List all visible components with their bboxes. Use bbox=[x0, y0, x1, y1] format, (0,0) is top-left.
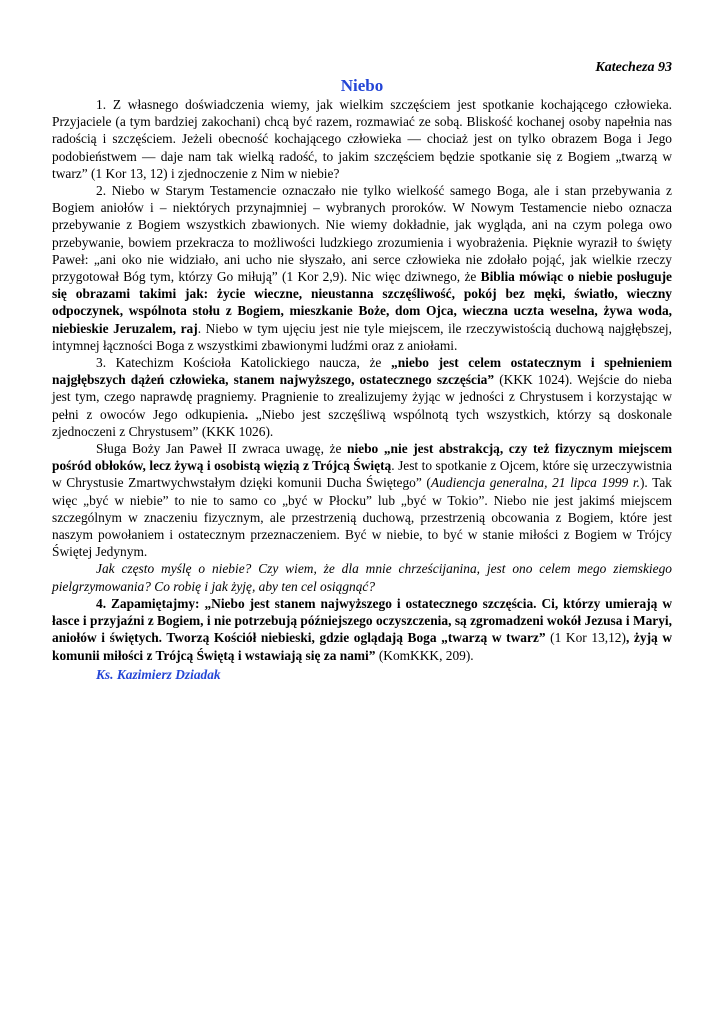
paragraph-3-text-a: 3. Katechizm Kościoła Katolickiego naucza, że bbox=[96, 355, 392, 371]
paragraph-3-text-c: „Niebo jest szczęśliwą wspólnotą tych wszystkich, którzy są doskonale zjednoczeni z Chrystusem” (KKK 1026). bbox=[52, 406, 672, 439]
paragraph-2-text-a: 2. Niebo w Starym Testamencie oznaczało nie tylko wielkość samego Boga, ale i stan przebywania z Bogiem aniołów i – niektórych przynajmniej – wybranych proroków. W Nowym Testamencie niebo oznacza przebywanie z Bogiem wszystkich zbawionych. Nie wiemy dokładnie, jak wygląda, ani na czym polega owo przebywanie, bowiem przekracza to możliwości ludzkiego zrozumienia i wyobrażenia. Pięknie wyraził to święty Paweł: „ani oko nie widziało, ani ucho nie słyszało, ani serce człowieka nie zdołało pojąć, jak wielkie rzeczy przygotował Bóg tym, którzy Go miłują” (1 Kor 2,9). Nic więc dziwnego, że bbox=[52, 183, 672, 285]
paragraph-3-bold-dot: . bbox=[244, 406, 249, 422]
paragraph-1 bbox=[52, 96, 672, 182]
article-body bbox=[52, 96, 672, 683]
paragraph-remember bbox=[52, 595, 672, 664]
paragraph-4-bold-quote: niebo „nie jest abstrakcją, czy też fizycznym miejscem pośród obłoków, lecz żywą i osobistą więzią z Trójcą Świętą bbox=[52, 441, 672, 474]
paragraph-2 bbox=[52, 182, 672, 354]
paragraph-2-bold: Biblia mówiąc o niebie posługuje się obrazami takimi jak: życie wieczne, nieustanna szczęśliwość, pokój bez męki, światło, wieczny odpoczynek, wspólnota stołu z Bogiem, mieszkanie Boże, dom Ojca, wieczna uczta weselna, żywa woda, niebieskie Jeruzalem, raj bbox=[52, 269, 672, 336]
remember-bold-b: , żyją w komunii miłości z Trójcą Świętą i wstawiają się za nami” bbox=[52, 630, 672, 663]
paragraph-4 bbox=[52, 440, 672, 560]
paragraph-3-text-b: (KKK 1024). Wejście do nieba jest tym, czego naprawdę pragniemy. Pragnienie to zrealizujemy żyjąc w jedności z Chrystusem i korzystając w pełni z owoców Jego odkupienia bbox=[52, 372, 672, 422]
remember-bold-a: 4. Zapamiętajmy: „Niebo jest stanem najwyższego i ostatecznego szczęścia. Ci, którzy umierają w łasce i przyjaźni z Bogiem, i nie potrzebują późniejszego oczyszczenia, są zgromadzeni wokół Jezusa i Maryi, aniołów i świętych. Tworzą Kościół niebieski, gdzie oglądają Boga „twarzą w twarz” bbox=[52, 595, 672, 646]
remember-ref-a: (1 Kor 13,12) bbox=[545, 630, 626, 646]
author-signature: Ks. Kazimierz Dziadak bbox=[96, 666, 221, 682]
reflection-questions-text: Jak często myślę o niebie? Czy wiem, że dla mnie chrześcijanina, jest ono celem mego ziemskiego pielgrzymowania? Co robię i jak żyję, aby ten cel osiągnąć? bbox=[52, 561, 672, 594]
remember-ref-b: (KomKKK, 209). bbox=[375, 647, 474, 663]
page-title: Niebo bbox=[340, 76, 384, 95]
paragraph-3 bbox=[52, 354, 672, 440]
paragraph-3-bold-quote: „niebo jest celem ostatecznym i spełnieniem najgłębszych dążeń człowieka, stanem najwyższego, ostatecznego szczęścia” bbox=[52, 355, 672, 388]
paragraph-4-citation: Audiencja generalna, 21 lipca 1999 r. bbox=[430, 475, 640, 491]
paragraph-4-text-b: . Jest to spotkanie z Ojcem, które się urzeczywistnia w Chrystusie Zmartwychwstałym dzięki komunii Ducha Świętego” ( bbox=[52, 458, 672, 491]
catechesis-number: Katecheza 93 bbox=[595, 60, 672, 75]
paragraph-4-text-c: ). Tak więc „być w niebie” to nie to samo co „być w Płocku” lub „być w Tokio”. Niebo nie jest jakimś miejscem szczególnym w znaczeniu fizycznym, ale przestrzenią duchową, przestrzenią obcowania z Bogiem, które jest naszym powołaniem i ostatecznym przeznaczeniem. Być w niebie, to być w stanie miłości z Bogiem w Trójcy Świętej Jedynym. bbox=[52, 475, 672, 560]
paragraph-1-text: 1. Z własnego doświadczenia wiemy, jak wielkim szczęściem jest spotkanie kochającego człowieka. Przyjaciele (a tym bardziej zakochani) chcą być razem, rozmawiać ze sobą. Bliskość kochanej osoby napełnia nas radością i szczęściem. Jeżeli obecność kochającego człowieka — chociaż jest on tylko obrazem Boga i Jego podobieństwem — daje nam tak wielką radość, to jakim szczęściem będzie spotkanie się z Bogiem „twarzą w twarz” (1 Kor 13, 12) i zjednoczenie z Nim w niebie? bbox=[52, 97, 672, 181]
reflection-questions bbox=[52, 560, 672, 594]
paragraph-2-text-b: . Niebo w tym ujęciu jest nie tyle miejscem, ile rzeczywistością duchową najgłębszej, intymnej łączności Boga z wszystkimi zbawionymi ludźmi oraz z aniołami. bbox=[52, 320, 672, 353]
paragraph-4-text-a: Sługa Boży Jan Paweł II zwraca uwagę, że bbox=[96, 441, 347, 457]
